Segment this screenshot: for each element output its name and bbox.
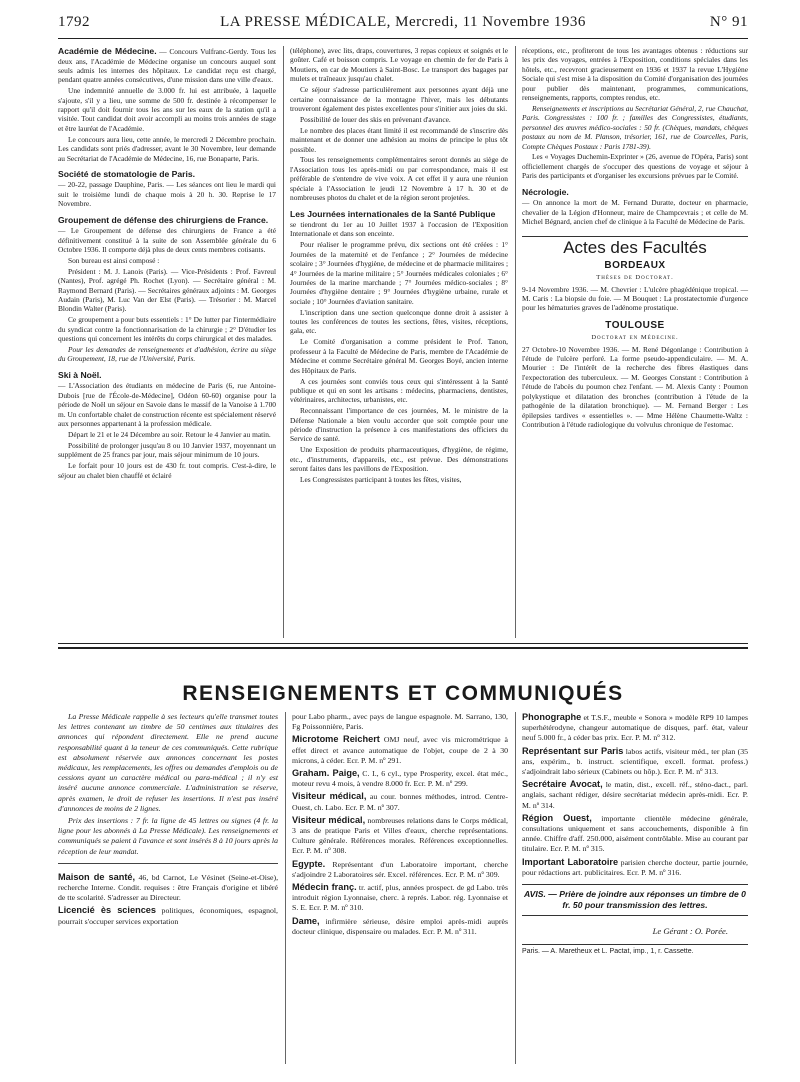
printer-line: Paris. — A. Maretheux et L. Pactat, imp., 1, r. Cassette.	[522, 948, 694, 956]
ad-secretaire	[522, 779, 748, 811]
ads-intro	[58, 712, 278, 857]
ad-region-ouest	[522, 813, 748, 855]
column-divider-1	[283, 46, 284, 638]
groupement-p2: Son bureau est ainsi composé :	[68, 255, 160, 265]
avis-rule-bottom	[522, 915, 748, 916]
bordeaux-heading: BORDEAUX	[604, 259, 666, 271]
ski-cont-p3: Possibilité de louer des skis en prévenant d'avance.	[300, 114, 451, 124]
intro-rule	[58, 863, 278, 864]
bordeaux-text: 9-14 Novembre 1936. — M. Chevrier : L'ulcère phagédénique tropical. — M. Caris : La biopsie du foie. — M Bouquet : La prostatectomie d'urgence pour les hématuries graves de l'adénome prostatique.	[522, 284, 748, 313]
bordeaux-subheading: Thèses de Doctorat.	[596, 274, 674, 282]
column-1	[58, 46, 276, 481]
academie-text: — Concours Vulfranc-Gerdy. Tous les deux ans, l'Académie de Médecine organise un concours auquel sont seuls admis les internes des hôpitaux. Le candidat reçu est chargé, pendant quatre années consécutives, d'une mission dans une ville d'eaux.	[58, 47, 276, 85]
actes-rule	[522, 236, 748, 237]
ads-intro-p1: La Presse Médicale rappelle à ses lecteurs qu'elle transmet toutes les lettres contenant un timbre de 50 centimes aux titulaires des annonces qui répondent directement. Elle ne prend aucune responsabilité quant à la teneur de ces communiqués. Cette rubrique est absolument réservée aux annonces concernant les postes médicaux, les remplacements, les offres ou demandes d'emplois ou de cessions ayant un caractère médical ou para-médical ; il n'y est inséré aucune annonce commerciale. L'administration se réserve, après examen, le droit de refuser les insertions. Il n'est pas inséré d'annonces de moins de 2 lignes.	[58, 712, 278, 813]
section-title: RENSEIGNEMENTS ET COMMUNIQUÉS	[182, 682, 624, 705]
necrologie-text: — On annonce la mort de M. Fernand Duratte, docteur en pharmacie, chevalier de la Légion d'Honneur, maire de Champcevrais ; et celle de M. Michel Bégnard, ancien chef de clinique à la Faculté de Médecine de Paris.	[522, 198, 748, 226]
ad-visiteur-2-text: nombreuses relations dans le Corps médical, 3 ans de pratique Paris et Villes d'eaux, cherche représentations. Culture générale. Références morales. Références exceptionnelles. Ecr. P. M. nº 308.	[292, 815, 509, 856]
issue-number: N° 91	[709, 14, 748, 30]
journal-title: LA PRESSE MÉDICALE, Mercredi, 11 Novembre 1936	[220, 14, 586, 30]
ad-visiteur-1-heading: Visiteur médical,	[292, 791, 367, 802]
ad-licencie	[58, 905, 278, 926]
ad-visiteur-2	[292, 815, 508, 857]
actes-title: Actes des Facultés	[563, 238, 707, 258]
journees-cont-p2: Renseignements et inscriptions au Secrétariat Général, 2, rue Chauchat, Paris. Congressistes : 100 fr. ; familles des Congressistes, étudiants, personnel des œuvres médico-sociales : 50 fr. (Chèques, mandats, chèques postaux au nom de M. Planson, trésorier, 161, rue de Courcelles, Paris, Compte Chèques Postaux : Paris 1781-39).	[522, 103, 748, 151]
groupement-p1: — Le Groupement de défense des chirurgiens de France a été définitivement constitué à la suite de son Assemblée générale du 6 Octobre 1936. Il comporte déjà plus de deux cents membres cotisants.	[58, 226, 276, 254]
ski-cont-p2: Ce séjour s'adresse particulièrement aux personnes ayant déjà une certaine connaissance de la montagne l'hiver, mais les débutants trouveront également des pistes excellentes pour s'initier aux joies du ski.	[290, 85, 508, 113]
ad-phono-text: et T.S.F., meuble « Sonora » modèle RP9 10 lampes superhétérodyne, changeur automatique de disques, parf. état, valeur neuf 5.000 fr., à céder bas prix. Ecr. P. M. nº 312.	[522, 713, 748, 743]
ad-graham-text: C. I., 6 cyl., type Prosperity, excel. état méc., moteur revu 4 mois, à vendre 8.000 fr. Ecr. P. M. nº 299.	[292, 769, 508, 789]
ad-phono	[522, 712, 748, 744]
journees-cont-p1: réceptions, etc., profiteront de tous les avantages obtenus : réductions sur les prix des voyages, entrées à l'Exposition, conditions spéciales dans les hôtels, etc., recevront gracieusement en 1936 et 1937 la revue L'Hygiène Sociale qui s'est mise à la disposition du Comité d'organisation des journées pour publier dès maintenant, programmes, communications, renseignements, rapports, comptes rendus, etc.	[522, 46, 748, 103]
ad-licencie-heading: Licencié ès sciences	[58, 905, 157, 916]
ski-p2: Départ le 21 et le 24 Décembre au soir. Retour le 4 Janvier au matin.	[68, 429, 271, 439]
ad-visiteur-2-heading: Visiteur médical,	[292, 814, 366, 825]
journees-p3: L'inscription dans une section quelconque donne droit à assister à toutes les conférences de toutes les sections, fêtes, visites, réceptions, gala, etc.	[290, 307, 508, 336]
ad-graham	[292, 768, 508, 789]
ads-divider-1	[285, 712, 286, 1064]
ad-dame-heading: Dame,	[292, 915, 320, 926]
ad-visiteur-1-text: au cour. bonnes méthodes, introd. Centre-Ouest, ch. Labo. Ecr. P. M. nº 307.	[292, 792, 508, 812]
journees-p5: A ces journées sont conviés tous ceux qui s'intéressent à la Santé publique et qui en sont les artisans : médecins, pharmaciens, dentistes, vétérinaires, architectes, urbanistes, etc.	[290, 376, 508, 405]
academie-p2: Une indemnité annuelle de 3.000 fr. lui est attribuée, à laquelle s'ajoute, s'il y a lieu, une somme de 500 fr. destinée à récompenser le rapport qu'il doit fournir tous les ans sur les eaux de la station qu'il a visitée. Tout candidat doit avoir accompli au moins trois années de stage et être lauréat de l'Académie.	[58, 86, 276, 133]
ad-region-ouest-text: importante clientèle médecine générale, consultations uniquement et sans accouchements, disponible à fin année. Chiffre d'aff. 250.000, aisément contrôlable. Mise au courant par titulaire. Ecr. P. M. nº 315.	[522, 813, 748, 854]
ad-phono-heading: Phonographe	[522, 712, 582, 722]
ad-medecin-text: tr. actif, plus, années prospect. de gd Labo. très introduit région Lyonnaise, cherc. à représ. Labor. rég. Lyonnaise et S. E. Ecr. P. M. nº 310.	[292, 883, 508, 913]
ad-laboratoire-text: parisien cherche docteur, partie journée, pour rédactions art. publicitaires. Ecr. P. M. nº 316.	[522, 857, 748, 877]
journees-p8: Les Congressistes participant à toutes les fêtes, visites,	[300, 475, 462, 485]
groupement-p4: Ce groupement a pour buts essentiels : 1° De lutter par l'intermédiaire du syndicat contre la fonctionnarisation de la chirurgie ; 2° D'étudier les questions qui concernent les intérêts du corps chirurgical et des malades.	[58, 315, 276, 344]
journees-p2: Pour réaliser le programme prévu, dix sections ont été créées : 1° Journées de la maternité et de l'enfance ; 2° Journées de médecine scolaire ; 3° Journées d'hygiène, de médecine et de pharmacie militaires ; 4° Journées de la marine militaire ; 5° Journées médicales coloniales ; 6° Journées de la marine marchande ; 7° Journées médico-sociales ; 8° Journées d'hygiène dentaire ; 9° Journées d'hygiène urbaine, rurale et sociale ; 10° Journées d'aviation sanitaire.	[290, 240, 508, 306]
printer-rule	[522, 944, 748, 945]
ad-egypte-text: Représentant d'un Laboratoire important, cherche s'adjoindre 2 Laboratoires sér. Excel. références. Ecr. P. M. nº 309.	[292, 859, 508, 879]
ad-laboratoire	[522, 857, 748, 878]
ad-labo-cont: pour Labo pharm., avec pays de langue espagnole. M. Sarrano, 130, Fg Poissonnière, Paris.	[292, 712, 508, 732]
ad-maison	[58, 872, 278, 904]
ad-secretaire-text: le matin, dist., excell. réf., sténo-dact., parl. anglais, sachant rédiger, désire secrétariat médecin après-midi. Ecr. P. M. nº 314.	[522, 780, 748, 810]
journees-p1: se tiendront du 1er au 10 Juillet 1937 à l'occasion de l'Exposition Internationale et dans son enceinte.	[290, 220, 508, 239]
academie-heading: Académie de Médecine.	[58, 46, 157, 56]
gerant-signature: Le Gérant : O. Porée.	[652, 926, 728, 937]
toulouse-heading: TOULOUSE	[605, 319, 665, 331]
journees-p7: Une Exposition de produits pharmaceutiques, d'hygiène, de régime, etc., d'instruments, d'appareils, etc., est prévue. Des démonstrations seront faites dans les pavillons de l'Exposition.	[290, 445, 508, 474]
header-rule	[58, 38, 748, 39]
groupement-p5: Pour les demandes de renseignements et d'adhésion, écrire au siège du Groupement, 18, rue de l'Université, Paris.	[58, 345, 276, 364]
ski-cont-p1: (téléphone), avec lits, draps, couvertures, 3 repas copieux et soignés et le goûter. Café et boisson compris. Le voyage en chemin de fer de Paris à Moutiers, en car de Moutiers à Saint-Bosc. Le transport des bagages par mulets et traîneaux jusqu'au chalet.	[290, 46, 508, 84]
academie-p3: Le concours aura lieu, cette année, le mercredi 2 Décembre prochain. Les candidats sont priés d'adresser, avant le 30 Novembre, leur demande au Secrétariat de l'Académie de Médecine, 16, rue Bonaparte, Paris.	[58, 134, 276, 163]
stomato-text: — 20-22, passage Dauphine, Paris. — Les séances ont lieu le mardi qui suit le troisième lundi de chaque mois à 20 h. 30. Reprise le 17 Novembre.	[58, 180, 276, 209]
ad-medecin-heading: Médecin franç.	[292, 882, 357, 893]
ad-licencie-text: politiques, économiques, espagnol, pourrait s'occuper services exportation	[58, 906, 279, 926]
ad-microtome	[292, 734, 508, 766]
avis-notice: AVIS. — Prière de joindre aux réponses un timbre de 0 fr. 50 pour transmission des lettres.	[524, 889, 746, 911]
necrologie-heading: Nécrologie.	[522, 186, 569, 197]
toulouse-subheading: Doctorat en Médecine.	[591, 334, 679, 342]
ski-heading: Ski à Noël.	[58, 369, 102, 380]
ads-column-1	[58, 712, 278, 929]
section-rule-1	[58, 643, 748, 644]
column-divider-2	[515, 46, 516, 638]
ad-microtome-heading: Microtome Reichert	[292, 734, 380, 745]
ski-p1: — L'Association des étudiants en médecine de Paris (6, rue Antoine-Dubois [rue de l'École-de-Médecine], Odéon 60-60) organise pour la période de Noël un séjour en Savoie dans le massif de la Vanoise à 1.700 m. Un confortable chalet de construction récente est spécialement réservé aux personnes appartenant à la profession médicale.	[58, 381, 276, 428]
ski-p4: Le forfait pour 10 jours est de 430 fr. tout compris. C'est-à-dire, le séjour au chalet bien chauffé et éclairé	[58, 461, 276, 480]
ad-egypte	[292, 859, 508, 880]
ads-divider-2	[515, 712, 516, 1064]
groupement-p3: Président : M. J. Lanois (Paris). — Vice-Présidents : Prof. Favreul (Nantes), Prof. agrégé Ph. Rochet (Lyon). — Secrétaire général : M. Raymond Bernard (Paris). — Secrétaires généraux adjoints : M. Georges Audain (Paris), M. Luc Van der Elst (Paris). — Trésorier : M. Marcel Blondin Walter (Paris).	[58, 266, 276, 314]
ad-representant	[522, 746, 748, 778]
column-3	[522, 46, 748, 431]
ad-maison-text: 46, bd Carnot, Le Vésinet (Seine-et-Oise), recherche Interne. Condit. requises : être Français d'origine et libéré de tte scolarité. S'adresser au Directeur.	[58, 872, 279, 903]
ski-cont-p4: Le nombre des places étant limité il est recommandé de s'inscrire dès maintenant et de donner une adhésion au moins de principe le plus tôt possible.	[290, 125, 508, 154]
ad-egypte-heading: Egypte.	[292, 858, 326, 869]
ad-representant-heading: Représentant sur Paris	[522, 745, 624, 756]
ad-representant-text: labos actifs, visiteur méd., ter plan (35 ans, expérim., b. instruct. scientifique, excell. format. profess.) s'adjoindrait labo sérieux (Cabinets ou hôp.). Ecr. P. M. nº 313.	[522, 746, 749, 777]
ad-graham-heading: Graham. Paige,	[292, 768, 360, 779]
academie-item	[58, 46, 276, 85]
ad-laboratoire-heading: Important Laboratoire	[522, 856, 619, 867]
ads-column-3	[522, 712, 748, 957]
groupement-heading: Groupement de défense des chirurgiens de France.	[58, 214, 269, 225]
avis-rule-top	[522, 884, 748, 885]
section-rule-2	[58, 647, 748, 649]
ad-medecin	[292, 882, 508, 914]
ads-intro-p2: Prix des insertions : 7 fr. la ligne de 45 lettres ou signes (4 fr. la ligne pour les abonnés à La Presse Médicale). Les renseignements et communiqués se paient à l'avance et sont insérés 8 à 10 jours après la réception de leur mandat.	[58, 816, 278, 856]
journees-cont-p3: Les « Voyages Duchemin-Exprinter » (26, avenue de l'Opéra, Paris) sont officiellement chargés de s'occuper des questions de voyage et séjour à Paris des participants et d'organiser les excursions prévues par le Comité.	[522, 152, 748, 181]
ski-p3: Possibilité de prolonger jusqu'au 8 ou 10 Janvier 1937, moyennant un supplément de 25 francs par jour, mais séjour minimum de 10 jours.	[58, 440, 276, 460]
column-2	[290, 46, 508, 486]
ads-column-2	[292, 712, 508, 939]
journees-p6: Reconnaissant l'importance de ces journées, M. le ministre de la Défense Nationale a bien voulu accorder que soit comptée pour une période d'instruction la présence à ces manifestations des officiers du Service de santé.	[290, 406, 508, 444]
ad-visiteur-1	[292, 791, 508, 812]
ad-maison-heading: Maison de santé,	[58, 871, 136, 882]
stomato-heading: Société de stomatologie de Paris.	[58, 168, 196, 179]
newspaper-page	[58, 0, 748, 1082]
page-number: 1792	[58, 14, 90, 30]
running-head	[58, 14, 748, 36]
ad-secretaire-heading: Secrétaire Avocat,	[522, 779, 603, 790]
journees-p4: Le Comité d'organisation a comme président le Prof. Tanon, professeur à la Faculté de Médecine de Paris, membre de l'Académie de Médecine et comme Secrétaire général M. Georges Boyé, ancien interne des Hôpitaux de Paris.	[290, 337, 508, 375]
ski-cont-p5: Tous les renseignements complémentaires seront donnés au siège de l'Association tous les après-midi ou par correspondance, mais il est préférable de s'entendre de vive voix. A cet effet il y aura une réunion spéciale à l'Association le jeudi 12 Novembre à 17 h. 30 et de nombreuses photos du chalet et de la région seront projetées.	[290, 155, 508, 203]
ad-dame-text: infirmière sérieuse, désire emploi après-midi auprès docteur clinique, dispensaire ou malades. Ecr. P. M. nº 311.	[292, 916, 508, 936]
toulouse-text: 27 Octobre-10 Novembre 1936. — M. René Dégonlange : Contribution à l'étude de l'ulcère perforé. La forme pseudo-appendiculaire. — M. A. Mourier : De l'intérêt de la recherche des fibres élastiques dans l'expectoration des tuberculeux. — M. Georges Constant : Contribution à l'étude de l'abcès du poumon chez l'enfant. — M. Alexis Canty : Poumon polykystique et dilatation des bronches (contribution à l'étude de la pathogénie de la dilatation bronchique). — M. Fernand Berger : Les épilepsies tardives « essentielles ». — Mme Hélène Chaumette-Waltz : Contribution à l'étude radiologique du volvulus chronique de l'estomac.	[522, 344, 748, 429]
ad-microtome-text: OMJ neuf, avec vis micrométrique à effet direct et avance automatique de l'objet, coupe de 2 à 30 microns, à céder. Ecr. P. M. nº 291.	[292, 735, 508, 765]
ad-region-ouest-heading: Région Ouest,	[522, 812, 592, 823]
journees-heading: Les Journées internationales de la Santé Publique	[290, 208, 496, 219]
ad-dame	[292, 916, 508, 937]
